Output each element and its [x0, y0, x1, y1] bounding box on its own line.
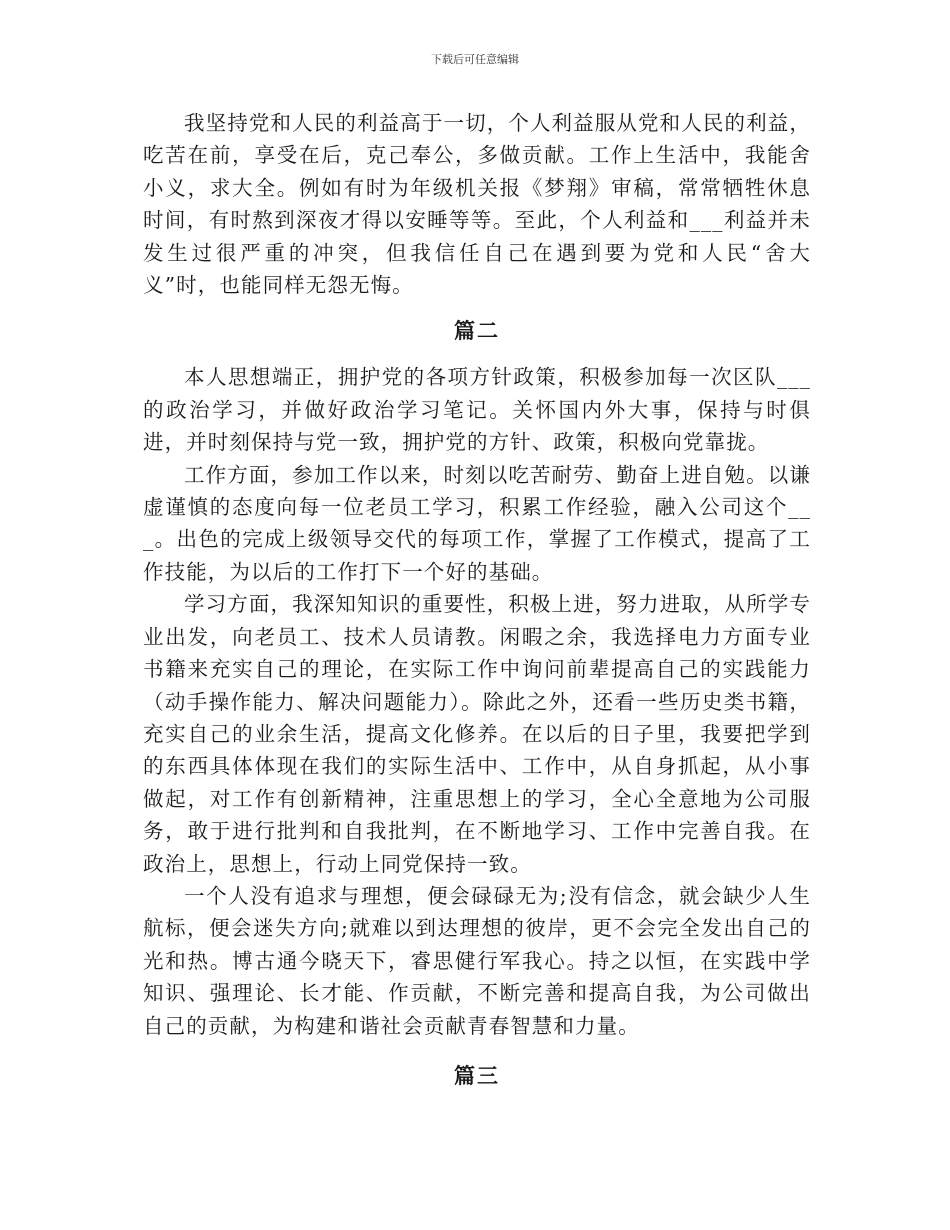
paragraph-intro: 我坚持党和人民的利益高于一切，个人利益服从党和人民的利益，吃苦在前，享受在后，克己奉公，多做贡献。工作上生活中，我能舍小义，求大全。例如有时为年级机关报《梦翔》审稿，常常牺牲休息时间，有时熬到深夜才得以安睡等等。至此，个人利益和___利益并未发生过很严重的冲突，但我信任自己在遇到要为党和人民“舍大义”时，也能同样无怨无悔。 [143, 111, 811, 298]
paragraph-work: 工作方面，参加工作以来，时刻以吃苦耐劳、勤奋上进自勉。以谦虚谨慎的态度向每一位老员工学习，积累工作经验，融入公司这个___。出色的完成上级领导交代的每项工作，掌握了工作模式，提高了工作技能，为以后的工作打下一个好的基础。 [143, 462, 811, 584]
section-title-3: 篇三 [454, 1062, 500, 1088]
paragraph-thought: 本人思想端正，拥护党的各项方针政策，积极参加每一次区队___的政治学习，并做好政治学习笔记。关怀国内外大事，保持与时俱进，并时刻保持与党一致，拥护党的方针、政策，积极向党靠拢。 [143, 365, 811, 455]
paragraph-study: 学习方面，我深知知识的重要性，积极上进，努力进取，从所学专业出发，向老员工、技术人员请教。闲暇之余，我选择电力方面专业书籍来充实自己的理论，在实际工作中询问前辈提高自己的实践能力（动手操作能力、解决问题能力）。除此之外，还看一些历史类书籍，充实自己的业余生活，提高文化修养。在以后的日子里，我要把学到的东西具体体现在我们的实际生活中、工作中，从自身抓起，从小事做起，对工作有创新精神，注重思想上的学习，全心全意地为公司服务，敢于进行批判和自我批判，在不断地学习、工作中完善自我。在政治上，思想上，行动上同党保持一致。 [143, 592, 811, 876]
section-title-2: 篇二 [454, 318, 500, 344]
document-body [143, 107, 811, 1092]
page-header-note: 下载后可任意编辑 [431, 53, 519, 66]
paragraph-ideal: 一个人没有追求与理想，便会碌碌无为;没有信念，就会缺少人生航标，便会迷失方向;就难以到达理想的彼岸，更不会完全发出自己的光和热。博古通今晓天下，睿思健行军我心。持之以恒，在实践中学知识、强理论、长才能、作贡献，不断完善和提高自我，为公司做出自己的贡献，为构建和谐社会贡献青春智慧和力量。 [143, 883, 811, 1038]
